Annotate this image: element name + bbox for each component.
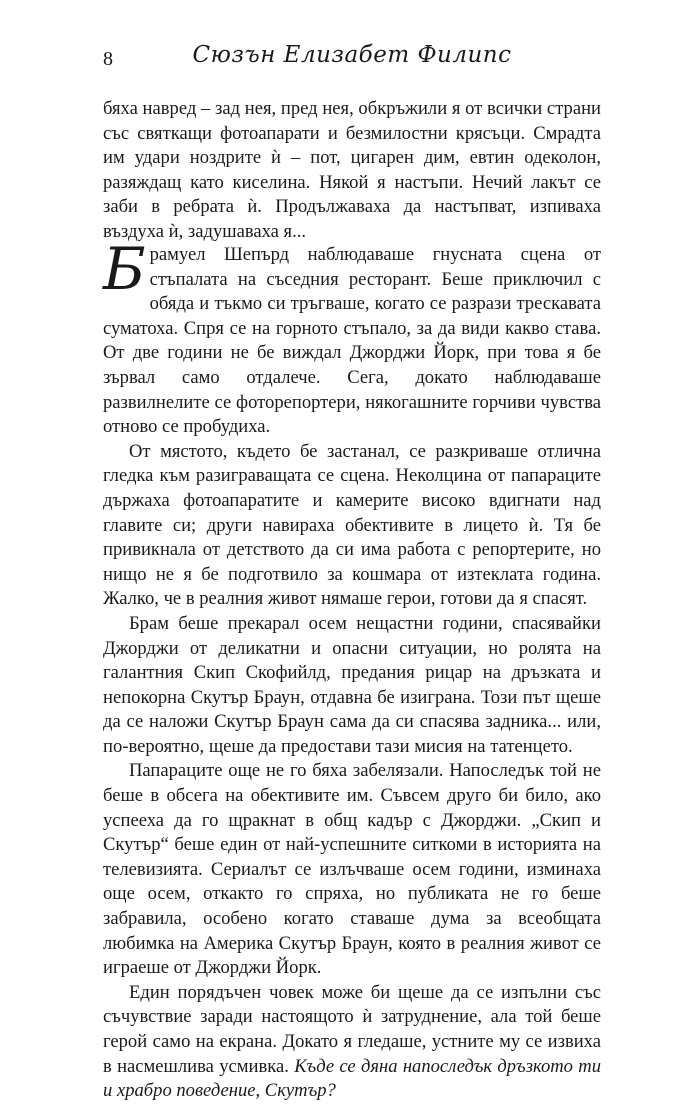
paragraph-5 [103, 981, 601, 1104]
page-header [103, 42, 601, 78]
text-block-main [103, 235, 602, 1104]
paragraph-5-text: Един порядъчен човек може би щеше да се изпълни със съчувствие заради настоящото ѝ затруднение, ала той беше герой само на екрана. Докато я гледаше, устните му се извиха в насмешлива усмивка. [103, 981, 601, 1077]
paragraph-5-italic-thought: Къде се дяна напоследък дръзкото ти и храбро поведение, Скутър? [103, 1055, 602, 1102]
paragraph-1 [103, 235, 601, 440]
page-number: 8 [103, 48, 113, 70]
drop-cap: Б [103, 235, 146, 303]
paragraph-1-text: рамуел Шепърд наблюдаваше гнусната сцена от стъпалата на съседния ресторант. Беше приключил с обяда и тъкмо си тръгваше, когато се разрази трескавата суматоха. Спря се на горното стъпало, за да види какво става. От две години не бе виждал Джорджи Йорк, при това я бе зървал само отдалече. Сега, докато наблюдаваше развилнелите се фоторепортери, някогашните горчиви чувства отново се пробудиха. [103, 244, 601, 438]
paragraph-4: Папараците още не го бяха забелязали. Напоследък той не беше в обсега на обективите им. Съвсем друго би било, ако успееха да го щракнат в общ кадър с Джорджи. „Скип и Скутър“ беше един от най-успешните ситкоми в историята на телевизията. Сериалът се излъчваше осем години, изминаха още осем, откакто го спряха, но публиката не го беше забравила, особено когато ставаше дума за всеобщата любимка на Америка Скутър Браун, която в реалния живот се играеше от Джорджи Йорк. [103, 760, 601, 979]
paragraph-continuation: бяха навред – зад нея, пред нея, обкръжили я от всички страни със святкащи фотоапарати и безмилостни крясъци. Смрадта им удари ноздрите ѝ – пот, цигарен дим, евтин одеколон, разяждащ като киселина. Някой я настъпи. Нечий лакът се заби в ребрата ѝ. Продължаваха да настъпват, изпиваха въздуха ѝ, задушаваха я... [103, 98, 601, 242]
text-block-top [103, 97, 601, 245]
paragraph-3: Брам беше прекарал осем нещастни години, спасявайки Джорджи от деликатни и опасни ситуации, но ролята на галантния Скип Скофийлд, предания рицар на дръзката и непокорна Скутър Браун, отдавна бе изиграна. Този път щеше да се наложи Скутър Браун сама да си спасява задника... или, по-вероятно, щеше да предостави тази мисия на татенцето. [103, 612, 601, 757]
paragraph-2: От мястото, където бе застанал, се разкриваше отлична гледка към разиграващата се сцена. Неколцина от папараците държаха фотоапаратите и камерите високо вдигнати над главите си; други навираха обективите в лицето ѝ. Тя бе привикнала от детството да си има работа с репортерите, но нищо не я бе подготвило за кошмара от изтеклата година. Жалко, че в реалния живот нямаше герои, готови да я спасят. [103, 440, 601, 610]
running-head-author: Сюзън Елизабет Филипс [192, 42, 512, 68]
